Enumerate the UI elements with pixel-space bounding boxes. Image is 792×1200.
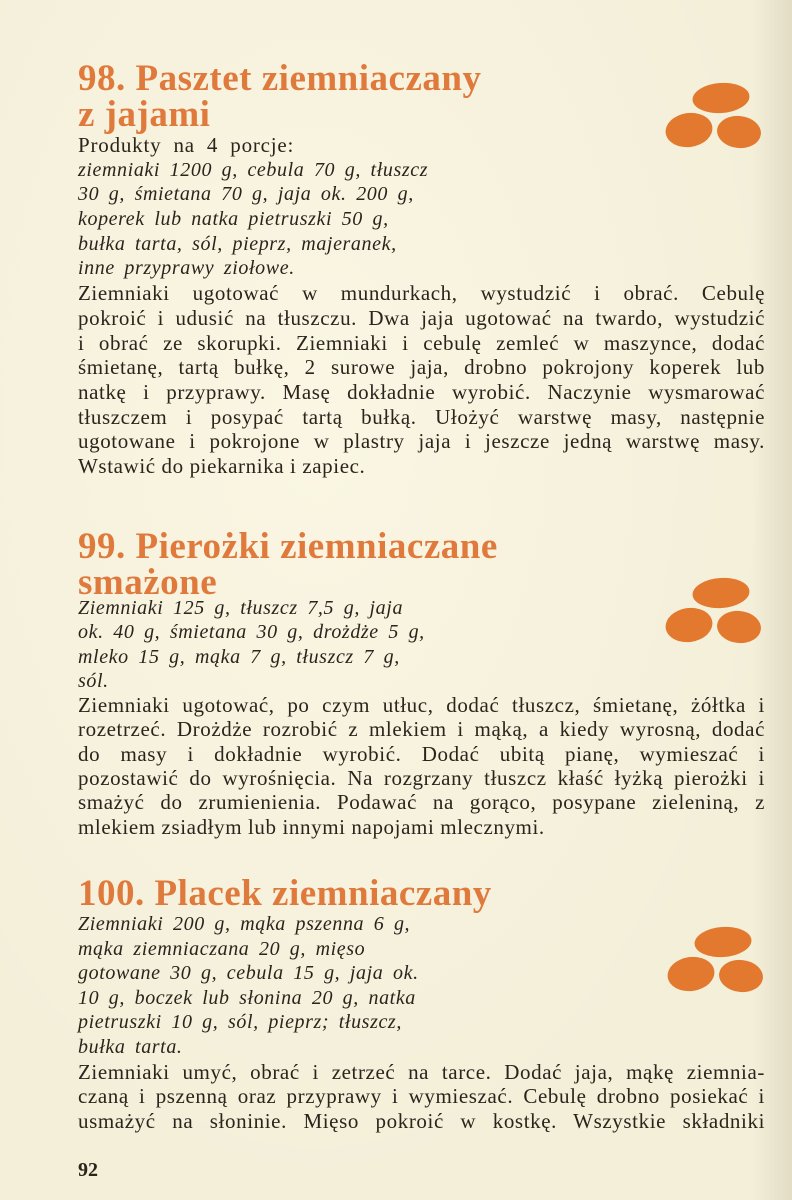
recipe-title-line: 99. Pierożki ziemniaczane xyxy=(78,526,498,567)
instructions-line: do masy i dokładnie wyrobić. Dodać ubitą pianę, wymieszać i xyxy=(78,741,765,766)
ingredients-line: pietruszki 10 g, sól, pieprz; tłuszcz, xyxy=(78,1011,402,1034)
ingredients-line: ziemniaki 1200 g, cebula 70 g, tłuszcz xyxy=(78,158,429,181)
ingredients-line: Ziemniaki 200 g, mąka pszenna 6 g, xyxy=(78,913,411,935)
ingredients-line: mąka ziemniaczana 20 g, mięso xyxy=(78,937,366,960)
potato-shape xyxy=(664,605,715,645)
instructions-line: pozostawić do wyrośnięcia. Na rozgrzany tłuszcz kłaść łyżką pierożki i xyxy=(78,766,765,791)
recipe-text xyxy=(78,133,765,479)
ingredients-line: 30 g, śmietana 70 g, jaja ok. 200 g, xyxy=(78,183,414,206)
potato-shape xyxy=(715,609,762,645)
instructions-line: natkę i przyprawy. Masę dokładnie wyrobić. Naczynie wysmarować xyxy=(78,379,765,404)
recipe-title xyxy=(78,58,482,135)
potatoes-icon xyxy=(664,575,764,645)
potatoes-icon xyxy=(664,80,764,150)
recipe-text xyxy=(78,912,765,1133)
instructions-line: mlekiem zsiadłym lub innymi napojami mlecznymi. xyxy=(78,814,545,839)
ingredients-line: inne przyprawy ziołowe. xyxy=(78,257,295,280)
recipe-title-line: 100. Placek ziemniaczany xyxy=(78,873,492,914)
ingredients-line: Ziemniaki 125 g, tłuszcz 7,5 g, jaja xyxy=(78,597,404,619)
ingredients-line: gotowane 30 g, cebula 15 g, jaja ok. xyxy=(78,962,419,985)
potatoes-icon xyxy=(666,924,766,994)
ingredients-line: sól. xyxy=(78,669,109,692)
potato-shape xyxy=(666,954,717,994)
potato-shape xyxy=(664,110,715,150)
ingredients-line: bułka tarta, sól, pieprz, majeranek, xyxy=(78,232,397,255)
instructions-line: tłuszczem i posypać tartą bułką. Ułożyć warstwę masy, następnie xyxy=(78,404,765,429)
recipe-title xyxy=(78,526,498,603)
potato-shape xyxy=(717,958,764,994)
potato-shape xyxy=(694,925,753,959)
instructions-line: śmietanę, tartą bułkę, 2 surowe jaja, drobno pokrojony koperek lub xyxy=(78,355,765,380)
instructions-line: Ziemniaki umyć, obrać i zetrzeć na tarce. Dodać jaja, mąkę ziemnia- xyxy=(78,1059,765,1084)
potato-shape xyxy=(692,576,751,610)
recipe-text xyxy=(78,596,765,839)
ingredients-line: ok. 40 g, śmietana 30 g, drożdże 5 g, xyxy=(78,621,425,644)
ingredients-line: 10 g, boczek lub słonina 20 g, natka xyxy=(78,986,416,1009)
instructions-text xyxy=(78,693,765,839)
instructions-text xyxy=(78,1060,765,1134)
instructions-line: rozetrzeć. Drożdże rozrobić z mlekiem i mąką, a kiedy wyrosną, dodać xyxy=(78,717,765,742)
ingredients-line: mleko 15 g, mąka 7 g, tłuszcz 7 g, xyxy=(78,645,400,668)
instructions-line: Ziemniaki ugotować, po czym utłuc, dodać tłuszcz, śmietanę, żółtka i xyxy=(78,693,765,718)
instructions-line: smażyć do zrumienienia. Podawać na gorąco, posypane zieleniną, z xyxy=(78,790,765,815)
ingredients-list xyxy=(78,596,765,693)
ingredients-list xyxy=(78,158,765,281)
servings-line: Produkty na 4 porcje: xyxy=(78,133,295,157)
recipe-title-line: z jajami xyxy=(78,94,211,135)
instructions-line: i obrać ze skorupki. Ziemniaki i cebulę zemleć w maszynce, dodać xyxy=(78,330,765,355)
potato-shape xyxy=(715,114,762,150)
ingredients-line: bułka tarta. xyxy=(78,1035,183,1058)
recipe-title-line: 98. Pasztet ziemniaczany xyxy=(78,58,482,99)
potato-shape xyxy=(692,81,751,115)
recipe-title-line: smażone xyxy=(78,562,218,603)
instructions-text xyxy=(78,281,765,479)
instructions-line: czaną i pszenną oraz przyprawy i wymieszać. Cebulę drobno posiekać i xyxy=(78,1084,765,1109)
instructions-line: usmażyć na słoninie. Mięso pokroić w kostkę. Wszystkie składniki xyxy=(78,1108,765,1133)
ingredients-line: koperek lub natka pietruszki 50 g, xyxy=(78,208,389,231)
instructions-line: pokroić i udusić na tłuszczu. Dwa jaja ugotować na twardo, wystudzić xyxy=(78,305,765,330)
recipe-title xyxy=(78,873,492,914)
ingredients-list xyxy=(78,912,765,1060)
instructions-line: ugotowane i pokrojone w plastry jaja i jeszcze jedną warstwę masy. xyxy=(78,429,765,454)
instructions-line: Ziemniaki ugotować w mundurkach, wystudzić i obrać. Cebulę xyxy=(78,281,765,306)
instructions-line: Wstawić do piekarnika i zapiec. xyxy=(78,453,366,478)
page-number: 92 xyxy=(78,1159,98,1181)
